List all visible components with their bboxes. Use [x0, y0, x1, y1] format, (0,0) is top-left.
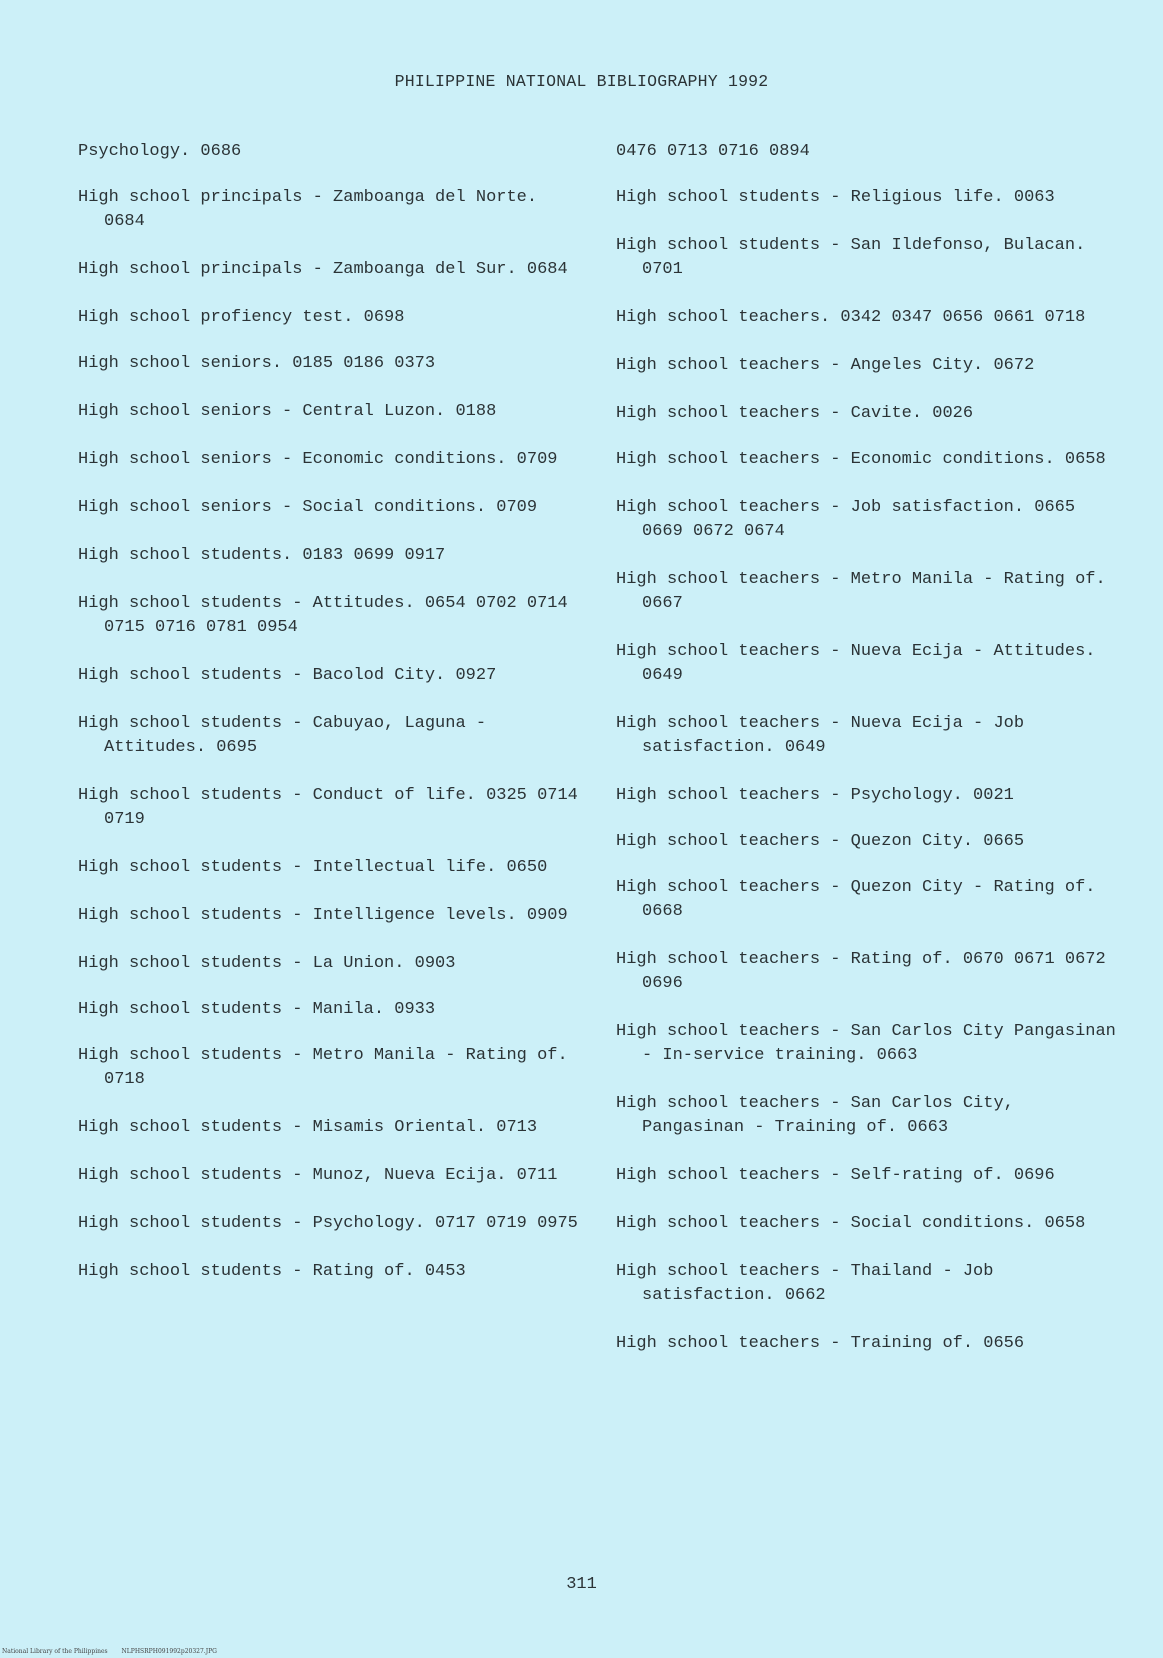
page-header: PHILIPPINE NATIONAL BIBLIOGRAPHY 1992	[394, 72, 769, 91]
index-entry: 0476 0713 0716 0894	[616, 142, 810, 161]
index-entry: High school students. 0183 0699 0917	[78, 546, 446, 565]
index-entry: High school seniors - Social conditions. 0709	[78, 498, 538, 517]
index-entry: High school teachers - Cavite. 0026	[616, 404, 974, 423]
index-entry: High school teachers - Self-rating of. 0696	[616, 1166, 1055, 1185]
index-entry: High school students - Conduct of life. 0325 0714 0719	[78, 786, 578, 829]
index-entry: High school teachers - Metro Manila - Rating of. 0667	[616, 570, 1106, 613]
index-entry: High school students - Rating of. 0453	[78, 1262, 466, 1281]
index-entry: High school teachers - Job satisfaction. 0665 0669 0672 0674	[616, 498, 1076, 541]
left-column	[78, 140, 578, 1308]
index-entry: High school students - Intelligence levels. 0909	[78, 906, 568, 925]
index-entry: High school teachers - Thailand - Job satisfaction. 0662	[616, 1262, 994, 1305]
index-entry: High school teachers - Quezon City. 0665	[616, 832, 1025, 851]
index-entry: High school students - Religious life. 0063	[616, 188, 1055, 207]
index-entry: High school profiency test. 0698	[78, 308, 405, 327]
index-entry: High school teachers - Quezon City - Rating of. 0668	[616, 878, 1096, 921]
index-entry: High school students - Metro Manila - Rating of. 0718	[78, 1046, 568, 1089]
index-entry: High school teachers - Angeles City. 0672	[616, 356, 1035, 375]
index-entry: High school students - Intellectual life. 0650	[78, 858, 548, 877]
index-entry: High school principals - Zamboanga del Norte. 0684	[78, 188, 538, 231]
page-number: 311	[566, 1575, 597, 1594]
index-entry: High school teachers - Rating of. 0670 0671 0672 0696	[616, 950, 1106, 993]
index-entry: High school students - Attitudes. 0654 0702 0714 0715 0716 0781 0954	[78, 594, 568, 637]
index-entry: Psychology. 0686	[78, 142, 242, 161]
index-entry: High school teachers - San Carlos City, Pangasinan - Training of. 0663	[616, 1094, 1014, 1137]
index-entry: High school students - Manila. 0933	[78, 1000, 436, 1019]
index-entry: High school students - Cabuyao, Laguna - Attitudes. 0695	[78, 714, 487, 757]
index-entry: High school teachers - Nueva Ecija - Job satisfaction. 0649	[616, 714, 1025, 757]
index-entry: High school principals - Zamboanga del Sur. 0684	[78, 260, 568, 279]
index-entry: High school students - La Union. 0903	[78, 954, 456, 973]
footer-library: National Library of the Philippines	[2, 1648, 108, 1655]
index-entry: High school students - Munoz, Nueva Ecija. 0711	[78, 1166, 558, 1185]
index-entry: High school students - Bacolod City. 0927	[78, 666, 497, 685]
index-entry: High school teachers - Psychology. 0021	[616, 786, 1014, 805]
index-entry: High school seniors - Central Luzon. 0188	[78, 402, 497, 421]
scan-footer	[2, 1648, 229, 1655]
index-entry: High school teachers. 0342 0347 0656 0661 0718	[616, 308, 1086, 327]
index-entry: High school teachers - Nueva Ecija - Attitudes. 0649	[616, 642, 1096, 685]
right-column	[616, 140, 1116, 1380]
index-entry: High school students - Misamis Oriental. 0713	[78, 1118, 538, 1137]
index-entry: High school teachers - Economic conditions. 0658	[616, 450, 1106, 469]
index-entry: High school students - Psychology. 0717 0719 0975	[78, 1214, 578, 1233]
index-entry: High school students - San Ildefonso, Bulacan. 0701	[616, 236, 1086, 279]
footer-file: NLPHSRPH091992p20327.JPG	[121, 1648, 217, 1655]
index-entry: High school teachers - San Carlos City Pangasinan - In-service training. 0663	[616, 1022, 1116, 1065]
index-entry: High school seniors. 0185 0186 0373	[78, 354, 436, 373]
index-entry: High school teachers - Training of. 0656	[616, 1334, 1025, 1353]
index-entry: High school seniors - Economic conditions. 0709	[78, 450, 558, 469]
index-entry: High school teachers - Social conditions. 0658	[616, 1214, 1086, 1233]
